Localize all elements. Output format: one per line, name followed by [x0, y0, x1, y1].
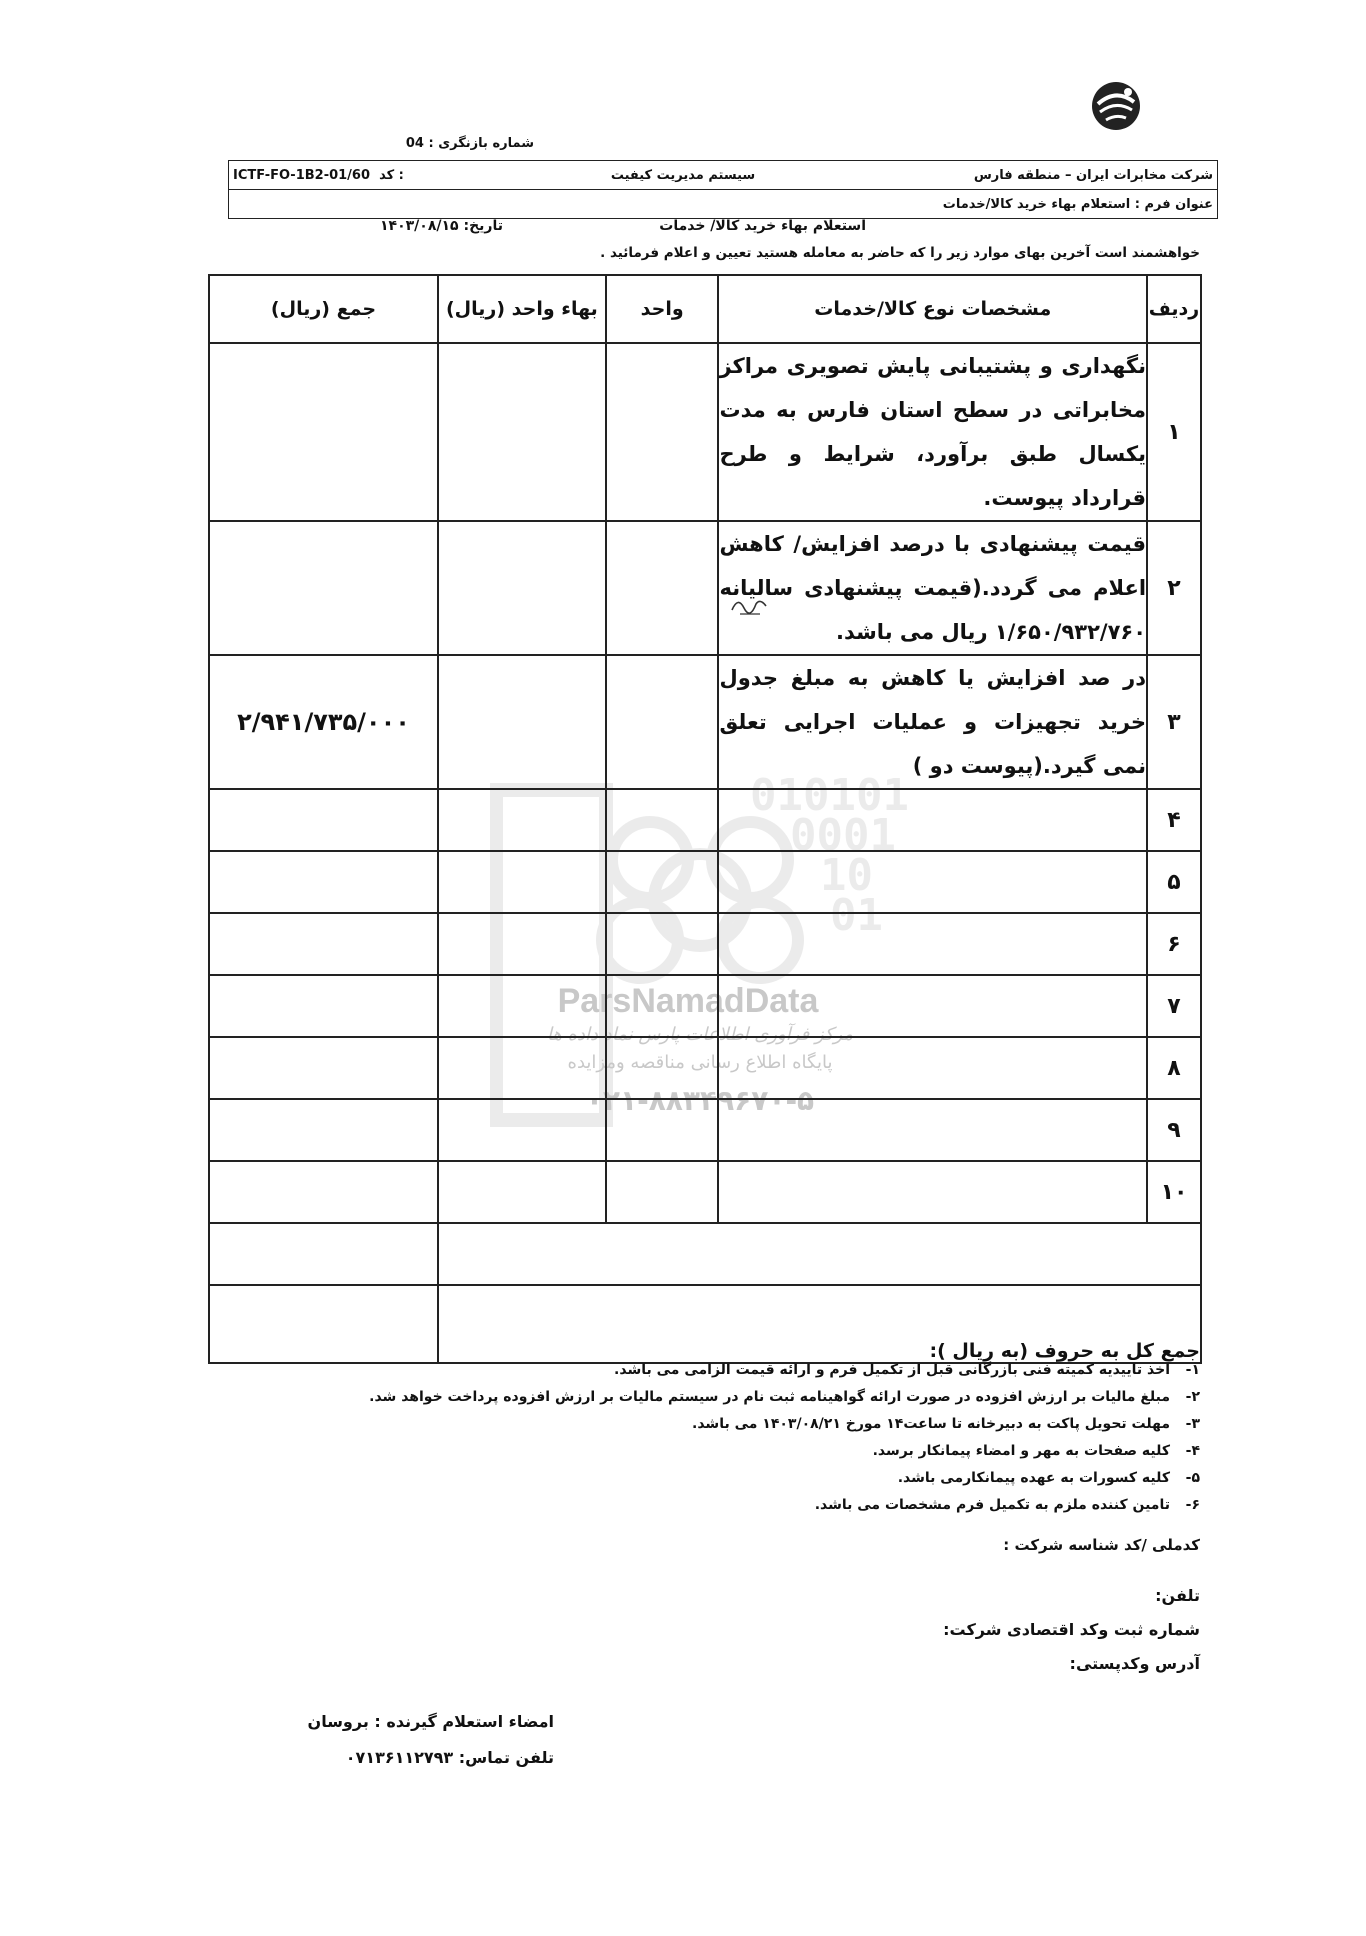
svg-text:01: 01	[830, 890, 883, 941]
note-number: ۱-	[1185, 1361, 1200, 1378]
row-description	[718, 1161, 1147, 1223]
notes-list	[300, 1356, 1200, 1518]
row-description: قیمت پیشنهادی با درصد افزایش/ کاهش اعلام می گردد.(قیمت پیشنهادی سالیانه ۱/۶۵۰/۹۳۲/۷۶۰ ریال می باشد.	[718, 521, 1147, 655]
note-item	[300, 1464, 1200, 1491]
row-unit-price	[438, 1037, 606, 1099]
signature-line: امضاء استعلام گیرنده : بروسان	[307, 1712, 554, 1731]
handwritten-initial-icon	[730, 592, 770, 618]
row-unit-price	[438, 1099, 606, 1161]
total-words-value	[209, 1285, 438, 1363]
row-number: ۸	[1147, 1037, 1201, 1099]
registration-label: شماره ثبت وکد اقتصادی شرکت:	[943, 1620, 1200, 1639]
sum-row-total	[209, 1223, 438, 1285]
svg-text:10: 10	[820, 850, 873, 901]
table-row	[209, 521, 1201, 655]
row-unit-price	[438, 1161, 606, 1223]
note-number: ۳-	[1185, 1415, 1200, 1432]
row-total	[209, 789, 438, 851]
note-text: کلیه صفحات به مهر و امضاء پیمانکار برسد.	[872, 1442, 1170, 1459]
items-table	[208, 274, 1202, 1364]
row-number: ۱۰	[1147, 1161, 1201, 1223]
table-row	[209, 1099, 1201, 1161]
svg-text:0001: 0001	[790, 810, 896, 861]
table-row	[209, 851, 1201, 913]
address-label: آدرس وکدپستی:	[1069, 1654, 1200, 1673]
row-total	[209, 975, 438, 1037]
row-number: ۴	[1147, 789, 1201, 851]
row-unit	[606, 789, 719, 851]
header-total: جمع (ریال)	[209, 275, 438, 343]
total-words-row	[209, 1285, 1201, 1363]
svg-text:010101: 010101	[750, 770, 909, 821]
row-unit	[606, 1099, 719, 1161]
row-number: ۶	[1147, 913, 1201, 975]
form-date: تاریخ: ۱۴۰۳/۰۸/۱۵	[380, 218, 503, 234]
row-total	[209, 343, 438, 521]
row-total	[209, 521, 438, 655]
note-text: کلیه کسورات به عهده پیمانکارمی باشد.	[897, 1469, 1170, 1486]
row-unit	[606, 655, 719, 789]
table-row	[209, 975, 1201, 1037]
note-number: ۴-	[1185, 1442, 1200, 1459]
row-total: ۲/۹۴۱/۷۳۵/۰۰۰	[209, 655, 438, 789]
form-title-label: عنوان فرم : استعلام بهاء خرید کالا/خدمات	[942, 196, 1213, 212]
row-unit	[606, 1037, 719, 1099]
row-description: در صد افزایش یا کاهش به مبلغ جدول خرید تجهیزات و عملیات اجرایی تعلق نمی گیرد.(پیوست دو )	[718, 655, 1147, 789]
row-total	[209, 851, 438, 913]
header-unit-price: بهاء واحد (ریال)	[438, 275, 606, 343]
row-description	[718, 851, 1147, 913]
request-text: خواهشمند است آخرین بهای موارد زیر را که حاضر به معامله هستید تعیین و اعلام فرمائید .	[600, 245, 1200, 261]
note-item	[300, 1356, 1200, 1383]
row-unit	[606, 343, 719, 521]
row-unit-price	[438, 343, 606, 521]
table-row	[209, 913, 1201, 975]
note-number: ۶-	[1185, 1496, 1200, 1513]
row-unit	[606, 913, 719, 975]
table-header-row	[209, 275, 1201, 343]
row-description	[718, 1037, 1147, 1099]
row-unit-price	[438, 655, 606, 789]
watermark-line-2: پایگاه اطلاع رسانی مناقصه ومزایده	[567, 1052, 833, 1073]
row-total	[209, 913, 438, 975]
header-unit: واحد	[606, 275, 719, 343]
note-item	[300, 1410, 1200, 1437]
row-number: ۹	[1147, 1099, 1201, 1161]
note-text: مهلت تحویل پاکت به دبیرخانه تا ساعت۱۴ مورخ ۱۴۰۳/۰۸/۲۱ می باشد.	[692, 1415, 1170, 1432]
watermark-brand: ParsNamadData	[557, 982, 819, 1020]
form-header	[228, 160, 1218, 219]
row-description	[718, 913, 1147, 975]
watermark-phone: ۰۲۱-۸۸۳۴۹۶۷۰-۵	[585, 1084, 815, 1117]
note-text: اخذ تاییدیه کمیته فنی بازرگانی قبل از تکمیل فرم و ارائه قیمت الزامی می باشد.	[614, 1361, 1170, 1378]
row-description	[718, 1099, 1147, 1161]
row-description: نگهداری و پشتیبانی پایش تصویری مراکز مخابراتی در سطح استان فارس به مدت یکسال طبق برآورد، شرایط و طرح قرارداد پیوست.	[718, 343, 1147, 521]
row-unit	[606, 851, 719, 913]
watermark-line-1: مرکز فرآوری اطلاعات پارس نماد داده ها	[546, 1024, 854, 1045]
row-total	[209, 1037, 438, 1099]
table-row	[209, 343, 1201, 521]
header-row-1	[229, 161, 1217, 189]
note-item	[300, 1383, 1200, 1410]
sum-row	[209, 1223, 1201, 1285]
row-unit-price	[438, 913, 606, 975]
row-description	[718, 789, 1147, 851]
note-number: ۲-	[1185, 1388, 1200, 1405]
row-unit-price	[438, 975, 606, 1037]
row-unit-price	[438, 789, 606, 851]
sum-row-empty	[438, 1223, 1201, 1285]
form-code-value: ICTF-FO-1B2-01/60	[233, 167, 371, 183]
row-unit	[606, 1161, 719, 1223]
contact-phone: تلفن تماس: ۰۷۱۳۶۱۱۲۷۹۳	[345, 1748, 554, 1767]
row-description	[718, 975, 1147, 1037]
note-text: مبلغ مالیات بر ارزش افزوده در صورت ارائه گواهینامه ثبت نام در سیستم مالیات بر ارزش افزوده پرداخت خواهد شد.	[369, 1388, 1170, 1405]
row-unit-price	[438, 521, 606, 655]
row-number: ۲	[1147, 521, 1201, 655]
row-number: ۳	[1147, 655, 1201, 789]
quality-system: سیستم مدیریت کیفیت	[610, 167, 756, 183]
form-code-label: کد :	[379, 167, 404, 183]
note-item	[300, 1437, 1200, 1464]
row-unit	[606, 521, 719, 655]
row-number: ۱	[1147, 343, 1201, 521]
header-description: مشخصات نوع کالا/خدمات	[718, 275, 1147, 343]
table-row	[209, 1037, 1201, 1099]
row-unit-price	[438, 851, 606, 913]
header-row-2	[229, 189, 1217, 218]
note-item	[300, 1491, 1200, 1518]
company-logo-icon	[1088, 78, 1144, 134]
header-row-number: ردیف	[1147, 275, 1201, 343]
row-total	[209, 1099, 438, 1161]
row-total	[209, 1161, 438, 1223]
form-code	[233, 168, 533, 183]
national-id-label: کدملی /کد شناسه شرکت :	[1003, 1536, 1200, 1554]
table-row	[209, 789, 1201, 851]
phone-label: تلفن:	[1155, 1586, 1200, 1605]
row-number: ۵	[1147, 851, 1201, 913]
note-number: ۵-	[1185, 1469, 1200, 1486]
table-row	[209, 655, 1201, 789]
row-unit	[606, 975, 719, 1037]
revision-number: شماره بازنگری : 04	[405, 136, 534, 151]
company-name: شرکت مخابرات ایران – منطقه فارس	[973, 167, 1213, 183]
table-row	[209, 1161, 1201, 1223]
form-title: استعلام بهاء خرید کالا/ خدمات	[659, 218, 866, 234]
note-text: تامین کننده ملزم به تکمیل فرم مشخصات می باشد.	[814, 1496, 1170, 1513]
total-words-label: جمع کل به حروف (به ریال ):	[438, 1285, 1201, 1363]
row-number: ۷	[1147, 975, 1201, 1037]
